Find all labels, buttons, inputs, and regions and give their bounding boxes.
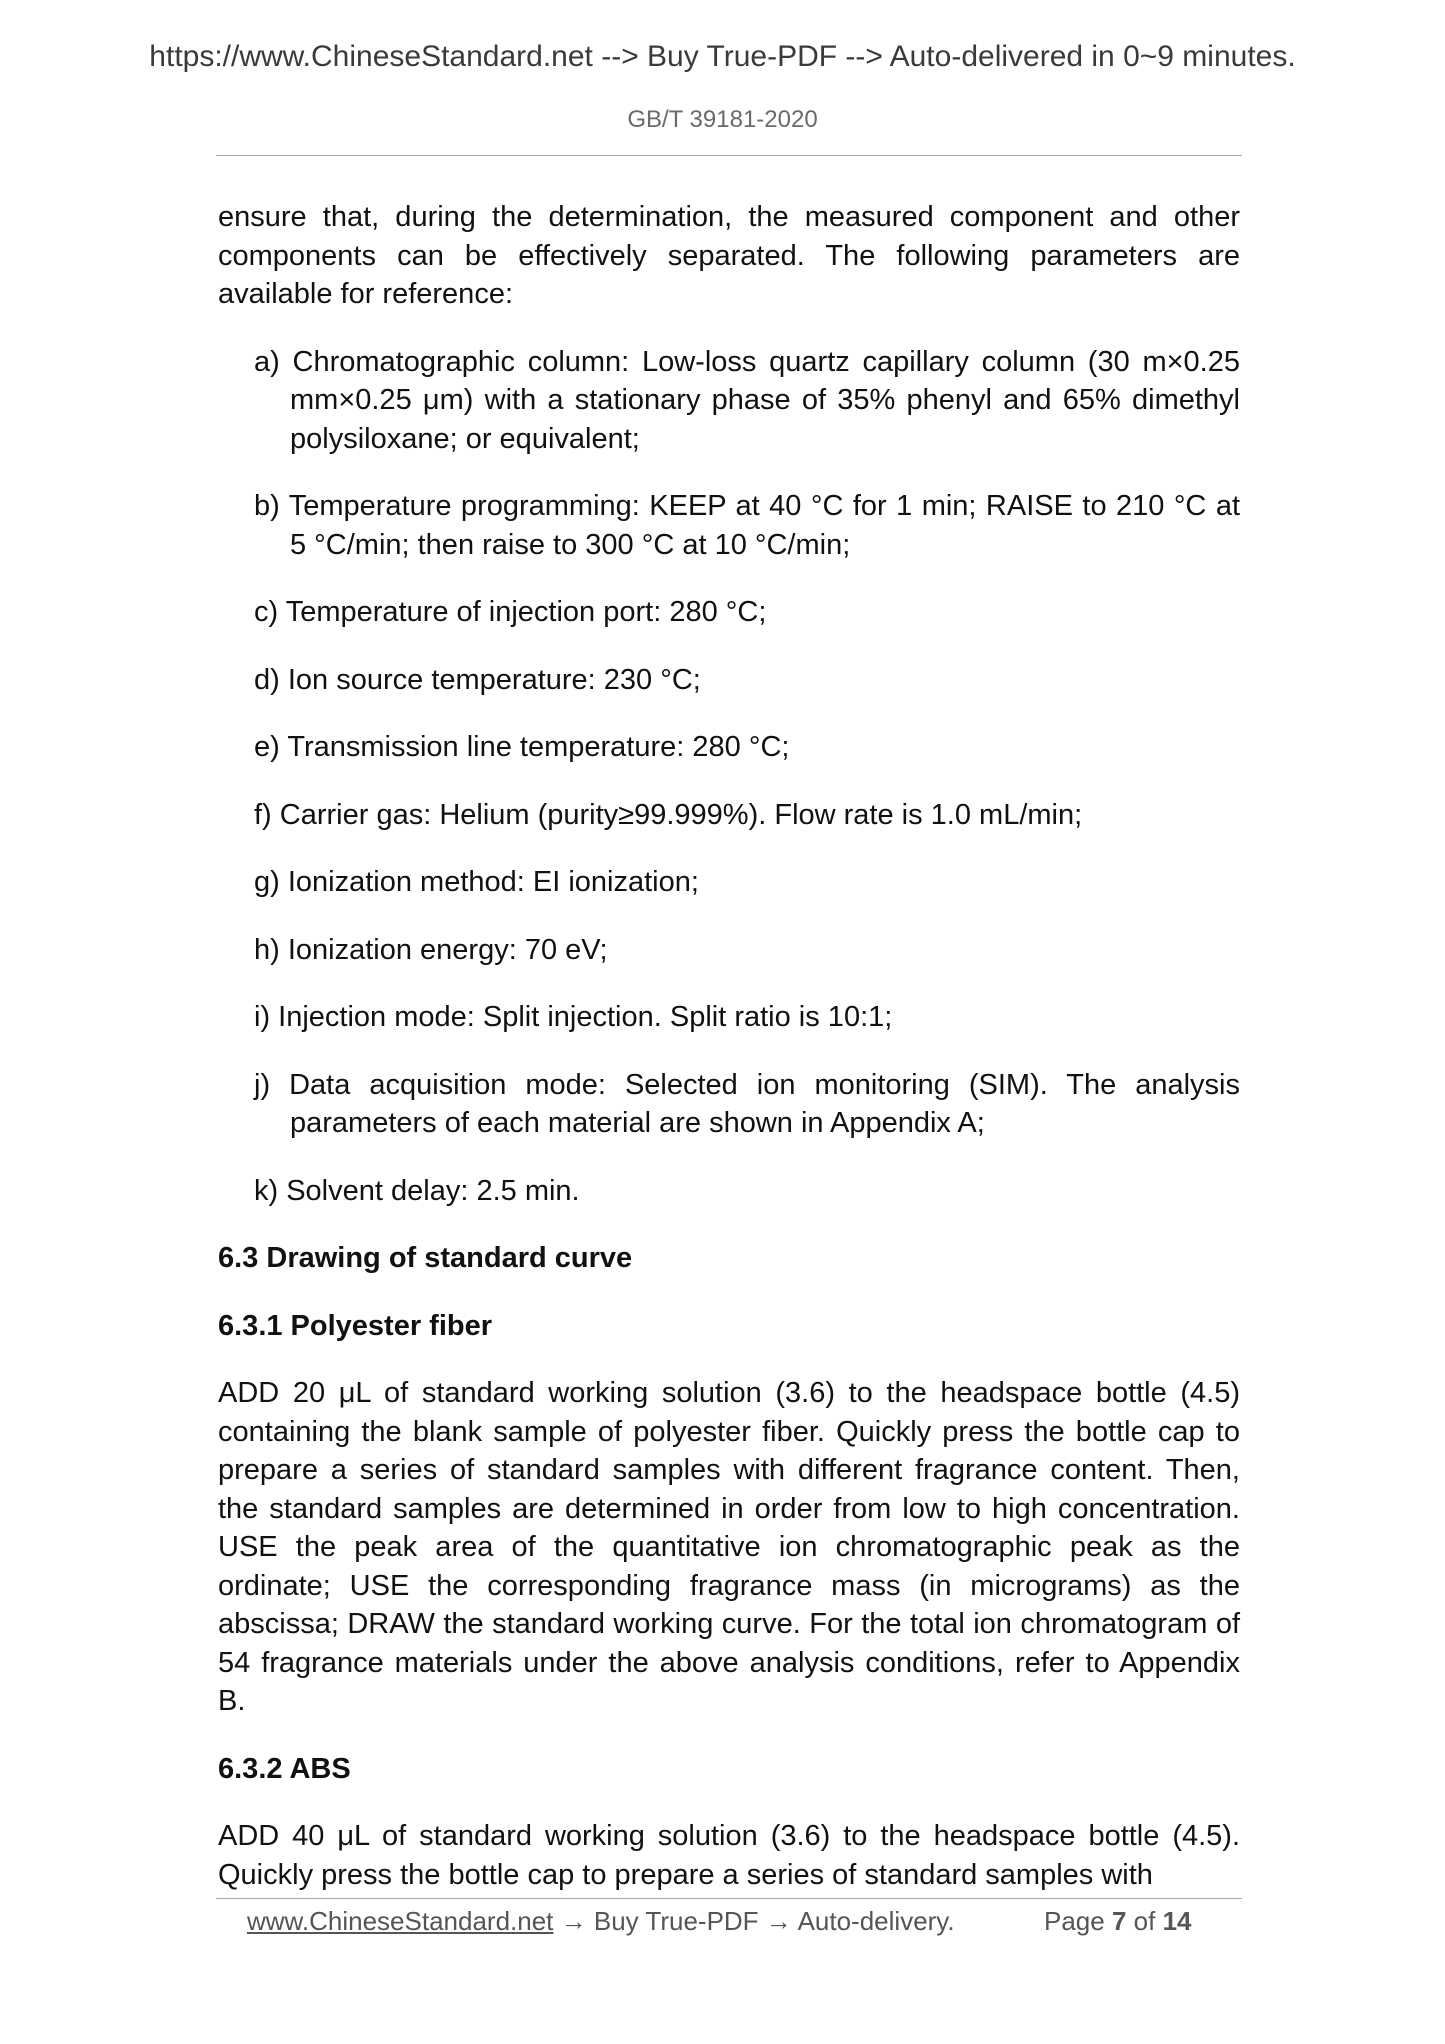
page-content [218,198,1240,1923]
list-item-j: j) Data acquisition mode: Selected ion monitoring (SIM). The analysis parameters of each material are shown in Appendix A; [254,1068,1240,1139]
page-total: 14 [1162,1906,1192,1936]
list-item-e: e) Transmission line temperature: 280 °C; [254,731,790,763]
paragraph-6-3-2: ADD 40 μL of standard working solution (3.6) to the headspace bottle (4.5). Quickly press the bottle cap to prepare a series of standard samples with [218,1820,1240,1891]
page-of-label: of [1133,1906,1156,1936]
page-footer [247,1906,1227,1937]
section-heading-6-3-2: 6.3.2 ABS [218,1752,351,1785]
paragraph-6-3-1: ADD 20 μL of standard working solution (3.6) to the headspace bottle (4.5) containing the blank sample of polyester fiber. Quickly press the bottle cap to prepare a series of standard samples with different fragrance content. Then, the standard samples are determined in order from low to high concentration. USE the peak area of the quantitative ion chromatographic peak as the ordinate; USE the corresponding fragrance mass (in micrograms) as the abscissa; DRAW the standard working curve. For the total ion chromatogram of 54 fragrance materials under the above analysis conditions, refer to Appendix B. [218,1377,1240,1717]
page-label: Page [1044,1906,1105,1936]
page-indicator [1044,1906,1192,1937]
list-item-k: k) Solvent delay: 2.5 min. [254,1174,580,1207]
list-item-d: d) Ion source temperature: 230 °C; [254,663,701,696]
list-item-h: h) Ionization energy: 70 eV; [254,933,608,966]
section-heading-6-3: 6.3 Drawing of standard curve [218,1242,633,1274]
footer-divider [216,1898,1242,1899]
list-item-i: i) Injection mode: Split injection. Split ratio is 10:1; [254,1001,893,1033]
list-item-f: f) Carrier gas: Helium (purity≥99.999%). Flow rate is 1.0 mL/min; [254,798,1083,831]
list-item-c: c) Temperature of injection port: 280 °C; [254,596,767,628]
list-item-g: g) Ionization method: EI ionization; [254,866,699,898]
intro-paragraph: ensure that, during the determination, the measured component and other components can be effectively separated. The following parameters are available for reference: [218,201,1240,310]
top-banner: https://www.ChineseStandard.net --> Buy True-PDF --> Auto-delivered in 0~9 minutes. [149,40,1296,73]
footer-tagline: → Buy True-PDF → Auto-delivery. [553,1906,955,1936]
list-item-a: a) Chromatographic column: Low-loss quartz capillary column (30 m×0.25 mm×0.25 μm) with a stationary phase of 35% phenyl and 65% dimethyl polysiloxane; or equivalent; [254,345,1240,455]
header-divider [216,155,1242,156]
section-heading-6-3-1: 6.3.1 Polyester fiber [218,1309,493,1342]
document-code: GB/T 39181-2020 [627,106,818,133]
list-item-b: b) Temperature programming: KEEP at 40 °C for 1 min; RAISE to 210 °C at 5 °C/min; then raise to 300 °C at 10 °C/min; [254,490,1240,561]
site-link[interactable]: www.ChineseStandard.net [247,1906,554,1936]
page-current: 7 [1111,1906,1127,1936]
